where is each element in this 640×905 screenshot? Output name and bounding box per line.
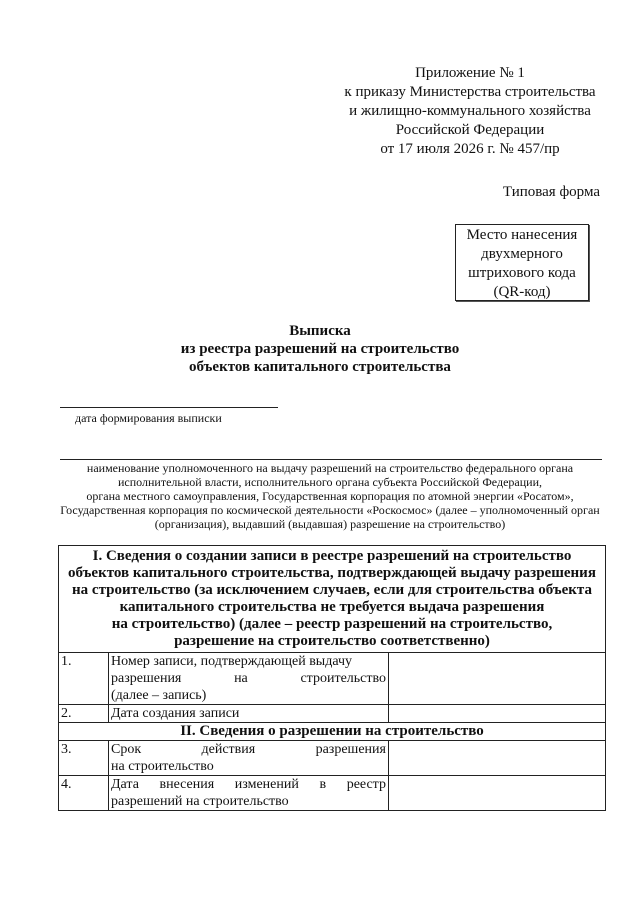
appendix-line-1: Приложение № 1: [415, 65, 525, 81]
qr-box-line-1: Место нанесения: [466, 227, 578, 243]
row-label-word: разрешения: [111, 671, 182, 686]
appendix-line-5: от 17 июля 2026 г. № 457/пр: [380, 141, 560, 157]
form-type-label: Типовая форма: [502, 184, 600, 200]
row-label-word: разрешения: [315, 742, 386, 757]
section-1-line-5: на строительство) (далее – реестр разрешений на строительство,: [111, 616, 553, 632]
section-1-line-6: разрешение на строительство соответственно): [174, 633, 490, 649]
row-label-line: разрешений на строительство: [111, 794, 289, 809]
document-title: [0, 322, 640, 376]
row-label-word: Срок: [111, 742, 142, 757]
qr-box-line-4: (QR-код): [493, 284, 551, 300]
section-1-line-4: капитального строительства не требуется выдача разрешения: [119, 599, 545, 615]
row-label-word: изменений: [234, 777, 299, 792]
organization-caption: [40, 461, 620, 531]
row-label: [109, 776, 389, 811]
org-caption-line-3: органа местного самоуправления, Государственная корпорация по атомной энергии «Росатом»,: [86, 489, 574, 503]
appendix-line-2: к приказу Министерства строительства: [344, 84, 596, 100]
row-value-cell[interactable]: [389, 653, 606, 705]
org-caption-line-5: (организация), выдавший (выдавшая) разрешение на строительство): [154, 517, 506, 531]
section-1-header: [59, 546, 606, 653]
title-line-1: Выписка: [289, 323, 351, 339]
row-label-line: [111, 670, 386, 687]
table-row: [59, 776, 606, 811]
date-caption: дата формирования выписки: [75, 411, 222, 425]
section-1-line-1: I. Сведения о создании записи в реестре разрешений на строительство: [92, 548, 572, 564]
row-value-cell[interactable]: [389, 776, 606, 811]
row-number: 2.: [59, 705, 109, 723]
row-number: 4.: [59, 776, 109, 811]
register-extract-table: [58, 545, 606, 811]
appendix-header: [300, 64, 640, 159]
row-label-word: реестр: [346, 777, 386, 792]
appendix-line-3: и жилищно-коммунального хозяйства: [349, 103, 591, 119]
row-label-word: строительство: [300, 671, 386, 686]
row-label-line: Номер записи, подтверждающей выдачу: [111, 654, 353, 669]
table-row: [59, 653, 606, 705]
row-label-line: на строительство: [111, 759, 214, 774]
title-line-2: из реестра разрешений на строительство: [180, 341, 460, 357]
appendix-line-4: Российской Федерации: [395, 122, 545, 138]
row-label: [109, 653, 389, 705]
section-2-header: II. Сведения о разрешении на строительство: [59, 723, 606, 741]
qr-code-placeholder-box: [455, 224, 589, 301]
row-label: Дата создания записи: [109, 705, 389, 723]
row-label-word: действия: [201, 742, 256, 757]
row-label-word: внесения: [159, 777, 215, 792]
org-caption-line-1: наименование уполномоченного на выдачу разрешений на строительство федерального органа: [86, 461, 574, 475]
row-label-word: на: [234, 671, 248, 686]
date-fill-line: [60, 407, 278, 408]
row-value-cell[interactable]: [389, 741, 606, 776]
org-caption-line-2: исполнительной власти, исполнительного органа субъекта Российской Федерации,: [118, 475, 542, 489]
row-number: 3.: [59, 741, 109, 776]
row-number: 1.: [59, 653, 109, 705]
section-1-line-2: объектов капитального строительства, подтверждающей выдачу разрешения: [68, 565, 596, 581]
section-1-header-row: [59, 546, 606, 653]
qr-box-line-2: двухмерного: [481, 246, 563, 262]
table-row: [59, 741, 606, 776]
table-row: [59, 705, 606, 723]
qr-box-line-3: штрихового кода: [468, 265, 576, 281]
title-line-3: объектов капитального строительства: [189, 359, 451, 375]
organization-fill-line: [60, 459, 602, 460]
section-1-line-3: на строительство (за исключением случаев, если для строительства объекта: [72, 582, 592, 598]
row-value-cell[interactable]: [389, 705, 606, 723]
section-2-header-row: [59, 723, 606, 741]
row-label-line: [111, 741, 386, 758]
row-label: [109, 741, 389, 776]
org-caption-line-4: Государственная корпорация по космической деятельности «Роскосмос» (далее – уполномоченный орган: [60, 503, 600, 517]
row-label-line: [111, 776, 386, 793]
row-label-line: (далее – запись): [111, 688, 207, 703]
row-label-word: в: [319, 777, 327, 792]
row-label-word: Дата: [111, 777, 139, 792]
